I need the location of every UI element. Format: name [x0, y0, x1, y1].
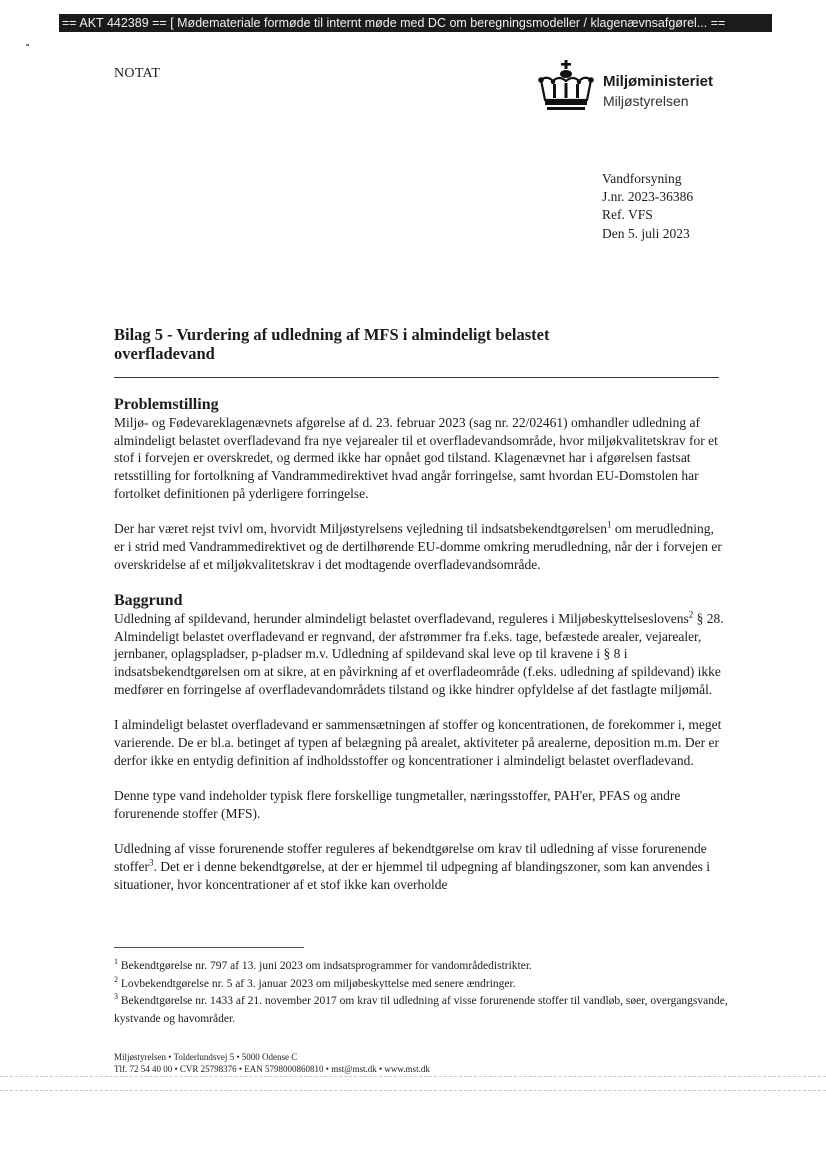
footer-contact: Tlf. 72 54 40 00 • CVR 25798376 • EAN 5798000860810 • mst@mst.dk • www.mst.dk — [114, 1063, 430, 1074]
scan-artifact-line — [0, 1090, 826, 1091]
footer-address: Miljøstyrelsen • Tolderlundsvej 5 • 5000 Odense C — [114, 1052, 298, 1062]
meta-reference: Ref. VFS — [602, 207, 653, 223]
document-body — [114, 395, 724, 893]
footnote-divider — [114, 947, 304, 948]
footnote-number: 1 — [114, 957, 118, 967]
footnote-3 — [114, 993, 734, 1028]
heading-problemstilling: Problemstilling — [114, 396, 219, 413]
background-paragraph-1 — [114, 610, 724, 699]
text-fragment: . Det er i denne bekendtgørelse, at der er hjemmel til udpegning af blandingszoner, som kan anvendes i situationer, hvor koncentrationer af et stof ikke kan overholde — [114, 858, 711, 892]
text-fragment: Udledning af visse forurenende stoffer reguleres af bekendtgørelse om krav til udledning af visse forurenende stoffer — [114, 841, 707, 874]
footnote-ref-1: 1 — [607, 519, 612, 530]
text-fragment: om merudledning, er i strid med Vandrammedirektivet og de dertilhørende EU-domme omkring merudledning, når der i forvejen er overskridelse af et miljøkvalitetskrav i det modtagende overfladevandsområde. — [114, 521, 722, 572]
scan-speck — [26, 44, 29, 46]
ministry-name: Miljøministeriet — [603, 73, 714, 90]
footnote-1 — [114, 958, 734, 976]
background-paragraph-3: Denne type vand indeholder typisk flere forskellige tungmetaller, næringsstoffer, PAH'er, PFAS og andre forurenende stoffer (MFS). — [114, 788, 681, 821]
background-paragraph-2: I almindeligt belastet overfladevand er sammensætningen af stoffer og koncentrationen, de forekommer i, meget varierende. De er bl.a. betinget af typen af belægning på arealet, aktiviteter på arealerne, deposition m.m. Der er derfor ikke en entydig definition af indholdsstoffer og koncentrationer i almindeligt belastet overfladevand. — [114, 717, 722, 768]
akt-banner: == AKT 442389 == [ Mødemateriale formøde til internt møde med DC om beregningsmodeller / klagenævnsafgørel... == — [59, 14, 772, 32]
footnote-number: 2 — [114, 974, 118, 984]
crown-icon — [537, 60, 595, 116]
problem-paragraph-2 — [114, 520, 724, 573]
meta-journal-number: J.nr. 2023-36386 — [602, 189, 694, 205]
heading-baggrund: Baggrund — [114, 592, 183, 609]
scan-artifact-line — [0, 1076, 826, 1077]
text-fragment: Der har været rejst tvivl om, hvorvidt Miljøstyrelsens vejledning til indsatsbekendtgørelsen — [114, 521, 608, 537]
footnote-number: 3 — [114, 992, 118, 1002]
title-divider — [114, 377, 719, 378]
text-fragment: Udledning af spildevand, herunder almindeligt belastet overfladevand, reguleres i Miljøbeskyttelseslovens — [114, 611, 689, 626]
footnote-ref-2: 2 — [688, 609, 694, 620]
meta-department: Vandforsyning — [602, 171, 682, 186]
footnote-text: Bekendtgørelse nr. 797 af 13. juni 2023 om indsatsprogrammer for vandområdedistrikter. — [118, 960, 532, 972]
footnote-ref-3: 3 — [149, 857, 154, 868]
footnote-2 — [114, 976, 734, 994]
footnote-text: Lovbekendtgørelse nr. 5 af 3. januar 2023 om miljøbeskyttelse med senere ændringer. — [118, 977, 516, 990]
footnote-text: Bekendtgørelse nr. 1433 af 21. november 2017 om krav til udledning af visse forurenende stoffer til vandløb, søer, overgangsvande, kystvande og havområder. — [114, 995, 728, 1025]
background-paragraph-4 — [114, 840, 724, 893]
footnotes — [114, 958, 734, 1028]
ministry-logo — [537, 60, 737, 116]
document-type: NOTAT — [114, 66, 161, 81]
text-fragment: § 28. Almindeligt belastet overfladevand er regnvand, der afstrømmer fra f.eks. tage, befæstede arealer, vejarealer, jernbaner, oplagspladser, p-pladser m.v. Udledning af spildevand skal leve op til kravene i § 8 i indsatsbekendtgørelsen om at sikre, at en påvirkning af et overfladeområde (f.eks. udledning af spildevand) ikke medfører en forringelse af overfladevandområdets tilstand og ikke hindrer opfyldelse af det fastlagte miljømål. — [114, 611, 724, 697]
page-footer — [114, 1052, 430, 1075]
problem-paragraph-1: Miljø- og Fødevareklagenævnets afgørelse af d. 23. februar 2023 (sag nr. 22/02461) omhandler udledning af almindeligt belastet overfladevand fra nye vejarealer til et overfladevandsområde, hvor miljøkvalitetskrav for et stof i forvejen er overskredet, og dermed ikke har opnået god tilstand. Klagenævnet har i afgørelsen fastsat retsstilling for fortolkning af Vandrammedirektivet hvad angår forringelse, samt hvordan EU-Domstolen har fortolket definitionen på yderligere forringelse. — [114, 415, 718, 501]
meta-date: Den 5. juli 2023 — [602, 225, 690, 241]
document-title: Bilag 5 - Vurdering af udledning af MFS i almindeligt belastet overfladevand — [114, 325, 550, 363]
agency-name: Miljøstyrelsen — [603, 93, 689, 109]
document-meta — [602, 170, 693, 243]
